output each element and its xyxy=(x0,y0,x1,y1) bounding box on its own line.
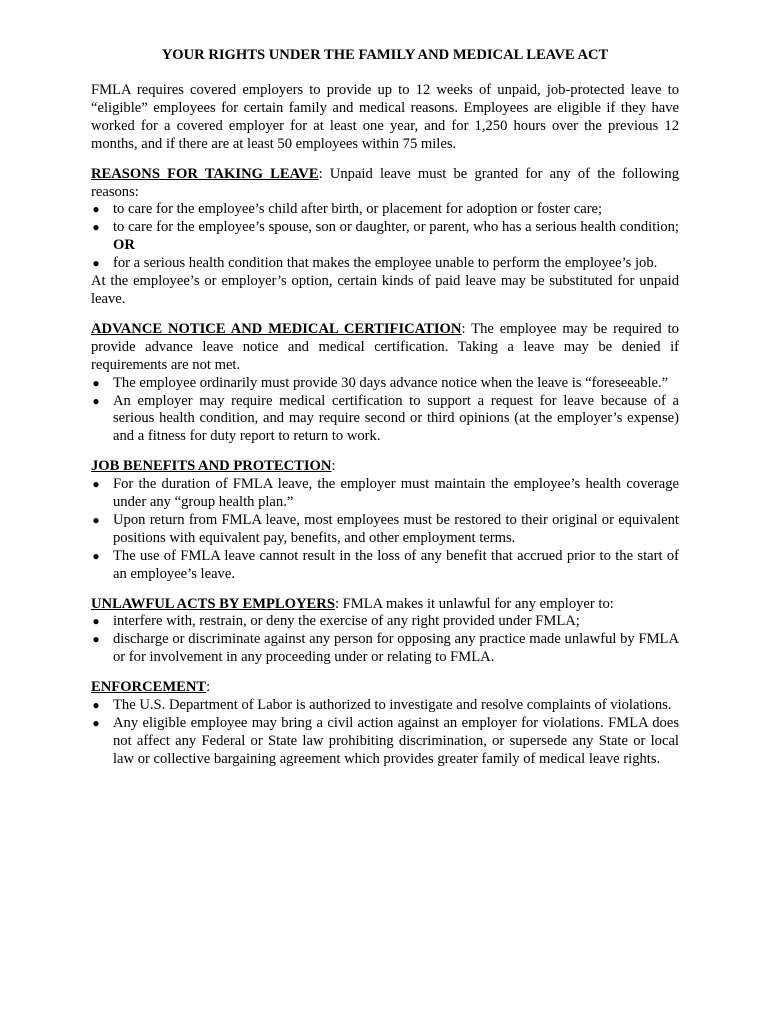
bullet-icon: ● xyxy=(92,698,100,713)
list-item: ● for a serious health condition that makes the employee unable to perform the employee’s job. xyxy=(92,255,658,272)
section-text: : xyxy=(331,458,336,475)
section-text: : The employee may be required to provide advance leave notice and medical certification. Taking a leave may be denied if requirements are not met. xyxy=(91,320,679,373)
bullet-icon: ● xyxy=(92,220,100,235)
section-text: : FMLA makes it unlawful for any employer to: xyxy=(334,595,614,612)
list-item: ● The U.S. Department of Labor is authorized to investigate and resolve complaints of violations. xyxy=(92,697,672,714)
section-advance-notice xyxy=(91,321,679,446)
bullet-icon: ● xyxy=(92,477,100,492)
section-heading: REASONS FOR TAKING LEAVE xyxy=(91,165,319,182)
list-item: ● to care for the employee’s spouse, son or daughter, or parent, who has a serious health condition; OR xyxy=(92,219,679,254)
enforcement-intro xyxy=(91,679,679,697)
bullet-icon: ● xyxy=(92,202,100,217)
intro-paragraph: FMLA requires covered employers to provide up to 12 weeks of unpaid, job-protected leave to “eligible” employees for certain family and medical reasons. Employees are eligible if they have worked for a covered employer for at least one year, and for 1,250 hours over the previous 12 months, and if there are at least 50 employees within 75 miles. xyxy=(91,82,679,152)
unlawful-intro xyxy=(91,596,679,614)
document-body xyxy=(91,46,679,769)
reasons-footer: At the employee’s or employer’s option, certain kinds of paid leave may be substituted for unpaid leave. xyxy=(91,273,679,307)
list-item: ● to care for the employee’s child after birth, or placement for adoption or foster care; xyxy=(92,201,603,218)
enforcement-list xyxy=(91,697,679,769)
section-enforcement xyxy=(91,679,679,769)
section-reasons xyxy=(91,166,679,309)
bullet-icon: ● xyxy=(92,375,100,390)
section-job-benefits xyxy=(91,458,679,583)
bullet-icon: ● xyxy=(92,614,100,629)
list-item: ● Any eligible employee may bring a civil action against an employer for violations. FMLA does not affect any Federal or State law prohibiting discrimination, or supersede any State or local law or collective bargaining agreement which provides greater family of medical leave rights. xyxy=(92,715,679,767)
section-unlawful-acts xyxy=(91,596,679,668)
bullet-icon: ● xyxy=(92,512,100,527)
bullet-icon: ● xyxy=(92,548,100,563)
bullet-icon: ● xyxy=(92,632,100,647)
bullet-icon: ● xyxy=(92,256,100,271)
section-heading: UNLAWFUL ACTS BY EMPLOYERS xyxy=(91,595,335,612)
list-item: ● The employee ordinarily must provide 30 days advance notice when the leave is “foreseeable.” xyxy=(92,374,669,391)
benefits-list xyxy=(91,476,679,583)
list-item: ● For the duration of FMLA leave, the employer must maintain the employee’s health coverage under any “group health plan.” xyxy=(92,476,679,511)
bullet-icon: ● xyxy=(92,716,100,730)
page-title: YOUR RIGHTS UNDER THE FAMILY AND MEDICAL LEAVE ACT xyxy=(161,47,609,63)
bullet-icon: ● xyxy=(92,393,100,408)
section-text: : xyxy=(206,679,211,696)
or-emphasis: OR xyxy=(113,237,135,254)
list-item: ● interfere with, restrain, or deny the exercise of any right provided under FMLA; xyxy=(92,613,580,630)
list-item: ● discharge or discriminate against any person for opposing any practice made unlawful by FMLA or for involvement in any proceeding under or relating to FMLA. xyxy=(92,631,679,666)
section-heading: ENFORCEMENT xyxy=(91,679,207,696)
unlawful-list xyxy=(91,613,679,667)
list-item: ● The use of FMLA leave cannot result in the loss of any benefit that accrued prior to the start of an employee’s leave. xyxy=(92,547,679,582)
list-item: ● An employer may require medical certification to support a request for leave because of a serious health condition, and may require second or third opinions (at the employer’s expense) and a fitness for duty report to return to work. xyxy=(92,392,679,445)
benefits-intro xyxy=(91,458,679,476)
advance-list xyxy=(91,375,679,447)
section-text: : Unpaid leave must be granted for any of the following reasons: xyxy=(91,165,679,200)
reasons-intro xyxy=(91,166,679,202)
section-heading: ADVANCE NOTICE AND MEDICAL CERTIFICATION xyxy=(91,320,462,337)
reasons-list xyxy=(91,201,679,273)
advance-intro xyxy=(91,321,679,375)
section-heading: JOB BENEFITS AND PROTECTION xyxy=(91,458,332,475)
list-item: ● Upon return from FMLA leave, most employees must be restored to their original or equivalent positions with equivalent pay, benefits, and other employment terms. xyxy=(92,511,679,546)
